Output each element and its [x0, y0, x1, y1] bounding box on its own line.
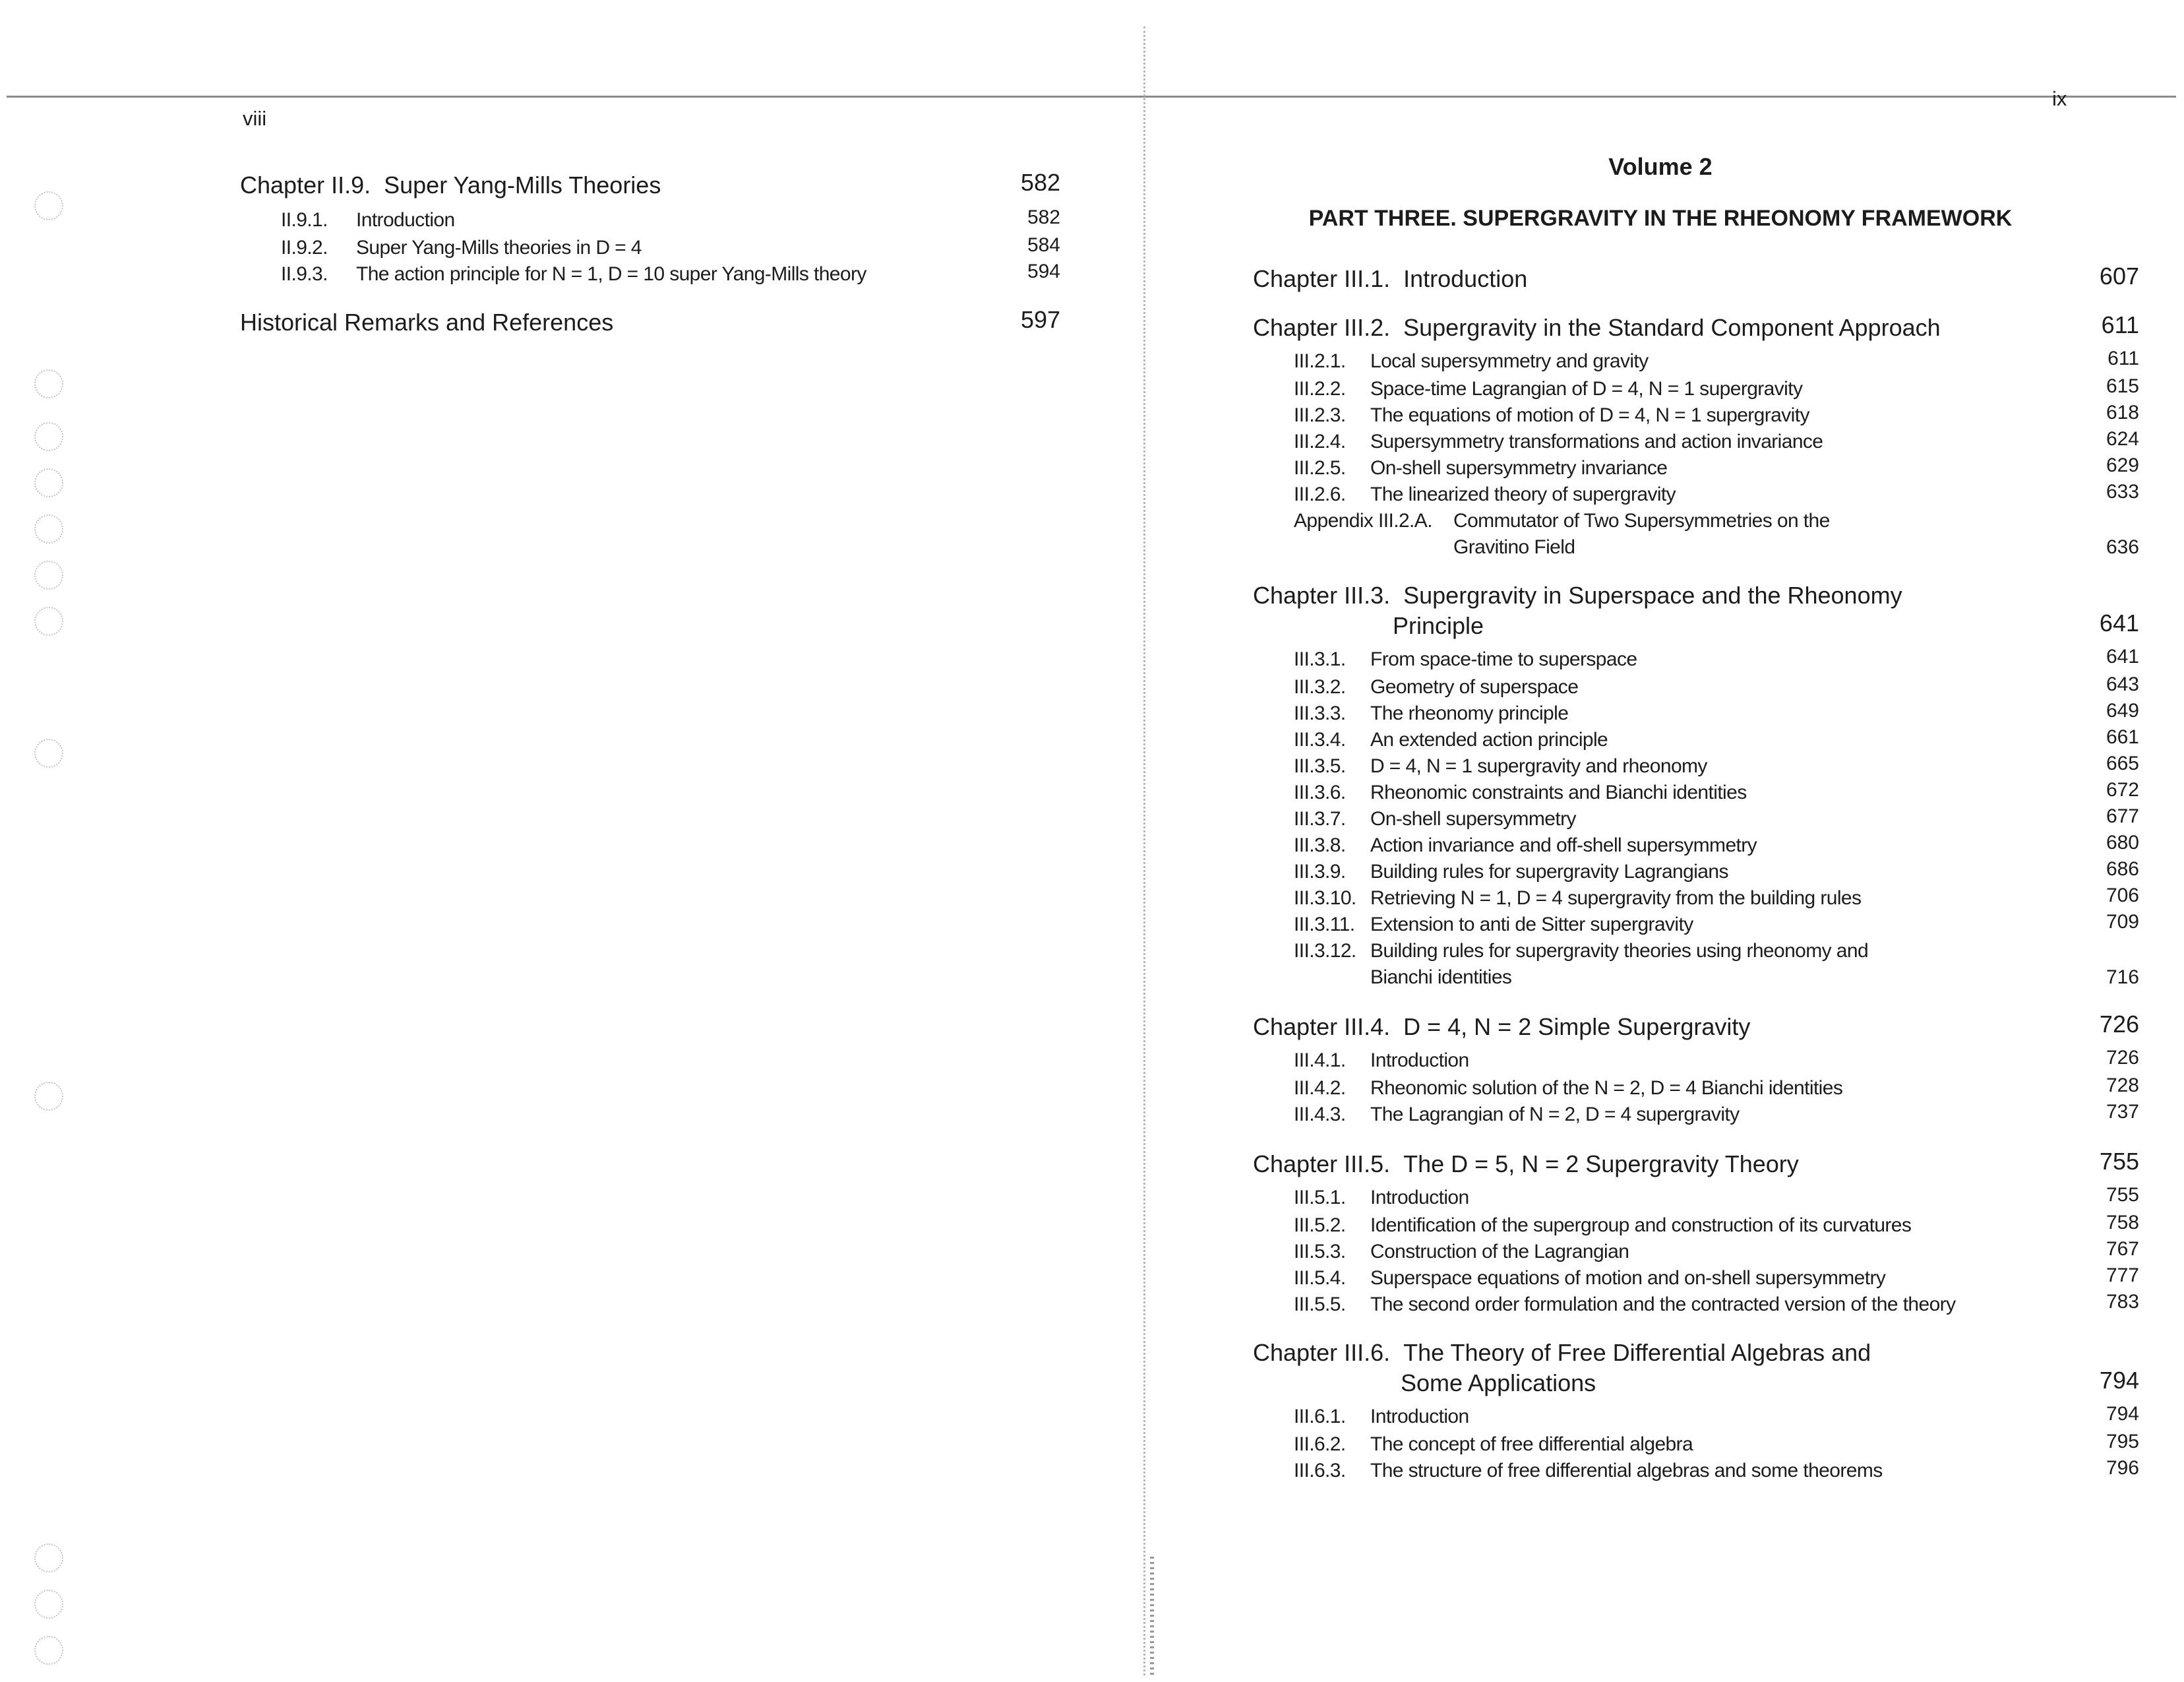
section-number: III.2.5. [1294, 457, 1346, 479]
chapter-heading: Historical Remarks and References [240, 309, 614, 336]
appendix-number: Appendix III.2.A. [1294, 510, 1432, 532]
punch-holes [25, 40, 71, 1669]
section-page: 795 [2106, 1431, 2139, 1452]
section-page: 611 [2108, 348, 2139, 369]
appendix-page: 636 [2106, 536, 2139, 558]
chapter-heading: Chapter III.2. Supergravity in the Standard Component Approach [1253, 314, 1941, 341]
section-number: III.2.1. [1294, 350, 1346, 372]
section-page: 794 [2106, 1403, 2139, 1425]
section-page: 643 [2106, 673, 2139, 695]
section-number: III.3.9. [1294, 861, 1346, 883]
section-title: The structure of free differential algebras and some theorems [1370, 1460, 1883, 1481]
section-number: III.3.1. [1294, 648, 1346, 670]
binding-edge [1150, 1557, 1154, 1675]
section-page: 755 [2106, 1184, 2139, 1206]
section-page: 783 [2106, 1291, 2139, 1313]
section-number: III.3.12. [1294, 940, 1356, 962]
section-number: III.5.5. [1294, 1293, 1346, 1315]
header-rule [7, 96, 2176, 98]
section-page: 618 [2106, 402, 2139, 423]
section-number: III.5.4. [1294, 1267, 1346, 1289]
section-page: 777 [2106, 1264, 2139, 1286]
section-page: 706 [2106, 885, 2139, 906]
chapter-page: 597 [1020, 306, 1060, 333]
section-title: Supersymmetry transformations and action invariance [1370, 431, 1823, 452]
section-title: Rheonomic constraints and Bianchi identities [1370, 782, 1747, 803]
appendix-title-cont: Gravitino Field [1453, 536, 1575, 558]
section-title: From space-time to superspace [1370, 648, 1637, 670]
section-number: III.6.2. [1294, 1433, 1346, 1455]
punch-hole [34, 422, 63, 451]
section-page: 633 [2106, 481, 2139, 503]
section-title: The second order formulation and the contracted version of the theory [1370, 1293, 1956, 1315]
appendix-title: Commutator of Two Supersymmetries on the [1453, 510, 1830, 532]
chapter-heading: Chapter III.3. Supergravity in Superspace and the Rheonomy [1253, 582, 1902, 609]
punch-hole [34, 1543, 63, 1573]
section-number: III.3.5. [1294, 755, 1346, 777]
section-page: 649 [2106, 700, 2139, 722]
section-page: 677 [2106, 805, 2139, 827]
section-page: 728 [2106, 1075, 2139, 1096]
chapter-heading: Chapter III.1. Introduction [1253, 265, 1528, 292]
section-title: Superspace equations of motion and on-shell supersymmetry [1370, 1267, 1886, 1289]
section-number: III.3.10. [1294, 887, 1356, 909]
section-number: III.3.11. [1294, 914, 1355, 935]
chapter-page: 607 [2099, 263, 2139, 290]
punch-hole [34, 1636, 63, 1665]
chapter-page: 641 [2099, 609, 2139, 637]
section-number: III.4.3. [1294, 1104, 1346, 1125]
section-page: 661 [2106, 726, 2139, 748]
section-page: 624 [2106, 428, 2139, 450]
volume-heading: Volume 2 [1608, 153, 1713, 180]
section-number: III.3.2. [1294, 676, 1346, 698]
section-title: Building rules for supergravity theories using rheonomy and [1370, 940, 1869, 962]
punch-hole [34, 739, 63, 768]
section-page: 686 [2106, 858, 2139, 880]
punch-hole [34, 514, 63, 544]
section-number: III.6.3. [1294, 1460, 1346, 1481]
section-title-cont: Bianchi identities [1370, 966, 1512, 988]
section-number: II.9.1. [281, 209, 328, 231]
chapter-heading: Chapter III.4. D = 4, N = 2 Simple Supergravity [1253, 1013, 1751, 1040]
section-title: On-shell supersymmetry invariance [1370, 457, 1668, 479]
punch-hole [34, 468, 63, 497]
section-title: The Lagrangian of N = 2, D = 4 supergravity [1370, 1104, 1740, 1125]
section-title: Rheonomic solution of the N = 2, D = 4 Bianchi identities [1370, 1077, 1843, 1099]
section-page: 615 [2106, 375, 2139, 397]
chapter-heading: Chapter II.9. Super Yang-Mills Theories [240, 171, 661, 199]
section-page: 665 [2106, 753, 2139, 774]
chapter-heading: Chapter III.5. The D = 5, N = 2 Supergravity Theory [1253, 1150, 1799, 1177]
section-number: III.3.6. [1294, 782, 1346, 803]
punch-hole [34, 607, 63, 636]
section-number: III.2.2. [1294, 378, 1346, 400]
section-title: Introduction [356, 209, 455, 231]
chapter-page: 726 [2099, 1011, 2139, 1038]
section-page: 767 [2106, 1238, 2139, 1260]
section-title: Introduction [1370, 1406, 1469, 1427]
section-number: III.2.4. [1294, 431, 1346, 452]
section-page: 629 [2106, 454, 2139, 476]
section-title: The concept of free differential algebra [1370, 1433, 1693, 1455]
section-number: III.6.1. [1294, 1406, 1346, 1427]
section-title: The action principle for N = 1, D = 10 super Yang-Mills theory [356, 263, 866, 285]
part-heading: PART THREE. SUPERGRAVITY IN THE RHEONOMY FRAMEWORK [1308, 206, 2013, 231]
punch-hole [34, 1590, 63, 1619]
chapter-page: 755 [2099, 1148, 2139, 1175]
section-page: 796 [2106, 1457, 2139, 1479]
page-number-right: ix [2052, 87, 2067, 110]
section-page: 680 [2106, 832, 2139, 854]
section-number: II.9.3. [281, 263, 328, 285]
section-title: Construction of the Lagrangian [1370, 1241, 1629, 1262]
section-number: III.2.3. [1294, 404, 1346, 426]
punch-hole [34, 369, 63, 398]
section-title: On-shell supersymmetry [1370, 808, 1576, 830]
section-number: III.3.4. [1294, 729, 1346, 751]
section-title: Local supersymmetry and gravity [1370, 350, 1649, 372]
section-number: III.5.1. [1294, 1187, 1346, 1208]
section-page: 737 [2106, 1101, 2139, 1123]
punch-hole [34, 1082, 63, 1111]
page-gutter [1143, 26, 1145, 1675]
section-page: 709 [2106, 911, 2139, 933]
section-title: Retrieving N = 1, D = 4 supergravity from the building rules [1370, 887, 1862, 909]
section-number: III.5.3. [1294, 1241, 1346, 1262]
section-title: The equations of motion of D = 4, N = 1 supergravity [1370, 404, 1809, 426]
section-page: 584 [1027, 234, 1060, 256]
section-title: Building rules for supergravity Lagrangians [1370, 861, 1728, 883]
section-number: III.3.3. [1294, 702, 1346, 724]
chapter-heading-cont: Principle [1393, 612, 1484, 639]
section-page: 716 [2106, 966, 2139, 988]
section-title: The linearized theory of supergravity [1370, 483, 1676, 505]
punch-hole [34, 191, 63, 220]
page-number-left: viii [243, 107, 267, 130]
chapter-page: 611 [2101, 311, 2139, 338]
chapter-heading: Chapter III.6. The Theory of Free Differential Algebras and [1253, 1339, 1871, 1366]
section-title: The rheonomy principle [1370, 702, 1569, 724]
section-number: III.5.2. [1294, 1214, 1346, 1236]
section-title: Action invariance and off-shell supersymmetry [1370, 834, 1757, 856]
section-page: 758 [2106, 1212, 2139, 1233]
section-page: 641 [2106, 646, 2139, 668]
section-title: Geometry of superspace [1370, 676, 1579, 698]
section-number: III.4.2. [1294, 1077, 1346, 1099]
section-title: Introduction [1370, 1049, 1469, 1071]
section-number: III.3.8. [1294, 834, 1346, 856]
chapter-page: 582 [1020, 169, 1060, 196]
section-page: 726 [2106, 1047, 2139, 1069]
section-number: III.3.7. [1294, 808, 1346, 830]
punch-hole [34, 561, 63, 590]
chapter-heading-cont: Some Applications [1401, 1369, 1596, 1396]
section-title: Space-time Lagrangian of D = 4, N = 1 supergravity [1370, 378, 1803, 400]
section-title: Super Yang-Mills theories in D = 4 [356, 237, 642, 259]
chapter-page: 794 [2099, 1367, 2139, 1394]
section-number: II.9.2. [281, 237, 328, 259]
section-number: III.4.1. [1294, 1049, 1346, 1071]
section-page: 672 [2106, 779, 2139, 801]
section-title: D = 4, N = 1 supergravity and rheonomy [1370, 755, 1707, 777]
section-number: III.2.6. [1294, 483, 1346, 505]
section-title: An extended action principle [1370, 729, 1608, 751]
section-title: Extension to anti de Sitter supergravity [1370, 914, 1693, 935]
section-title: Identification of the supergroup and construction of its curvatures [1370, 1214, 1912, 1236]
section-title: Introduction [1370, 1187, 1469, 1208]
section-page: 582 [1027, 206, 1060, 228]
section-page: 594 [1027, 261, 1060, 282]
